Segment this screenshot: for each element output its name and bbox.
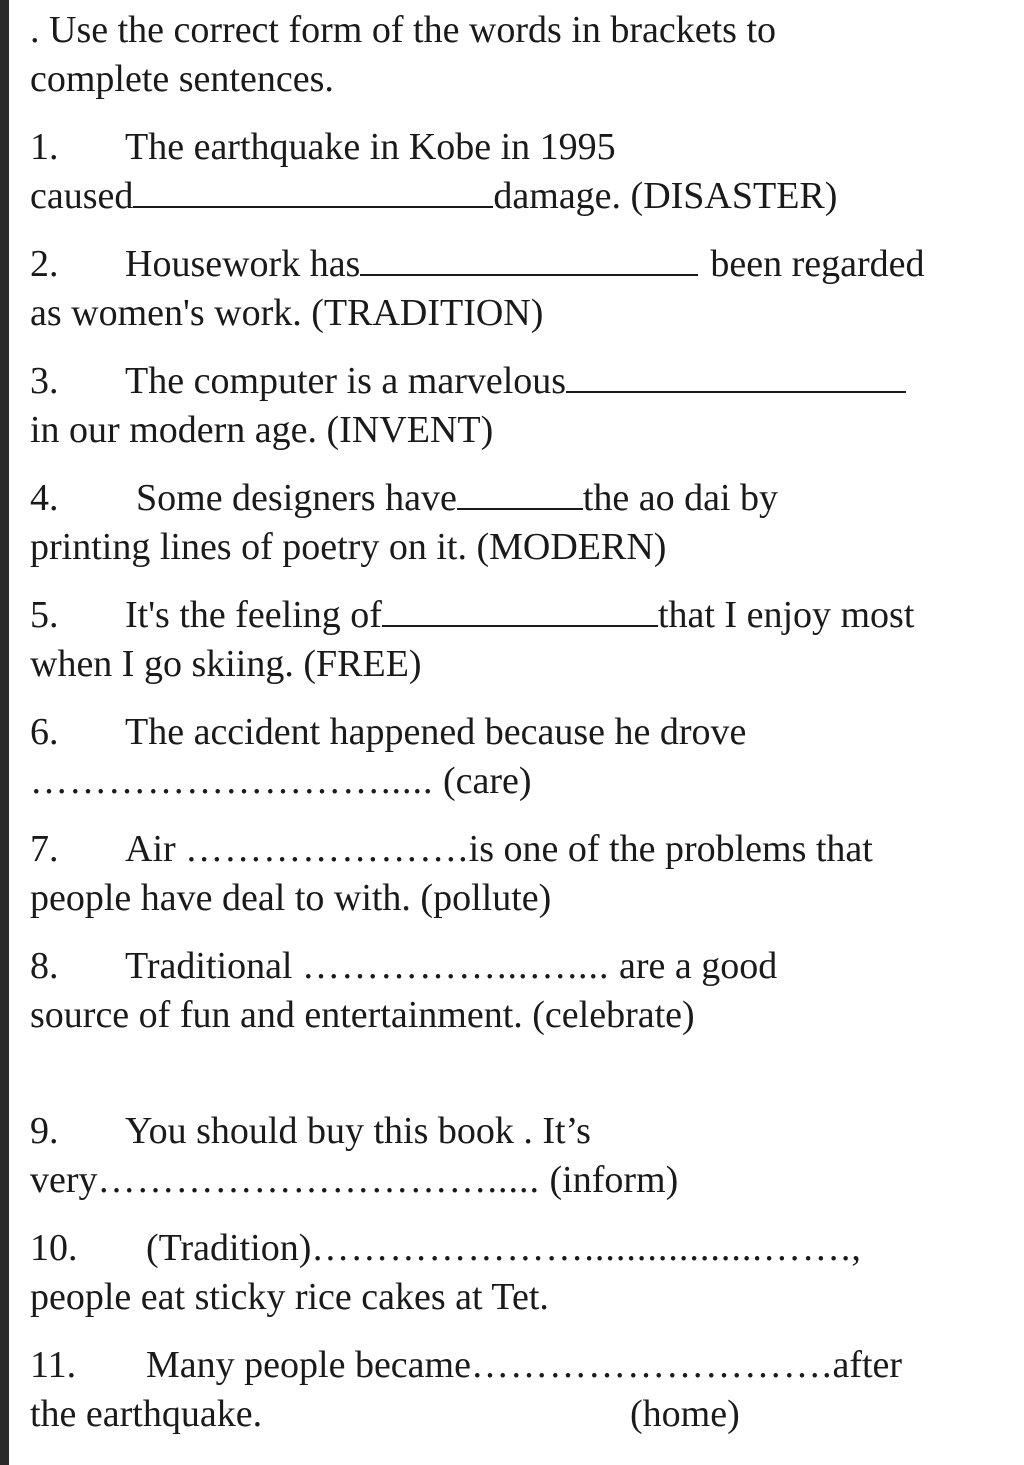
question-text: source of fun and entertainment. (celebrate) [30, 994, 695, 1036]
question-text: after [832, 1344, 903, 1386]
question-text: (care) [433, 760, 532, 802]
question-text: Some designers have [136, 477, 457, 519]
left-border-line [0, 0, 9, 1465]
question-number: 11. [30, 1344, 77, 1386]
question-text: that I enjoy most [657, 594, 915, 636]
question-number: 5. [30, 594, 59, 636]
question-6 [30, 708, 1005, 806]
question-text: people eat sticky rice cakes at Tet. [30, 1276, 549, 1318]
question-number: 9. [30, 1110, 59, 1152]
question-5 [30, 591, 1005, 689]
question-11 [30, 1341, 1005, 1439]
question-text: It's the feeling of [125, 594, 382, 636]
question-text: when I go skiing. (FREE) [30, 643, 422, 685]
instruction-line-1: . Use the correct form of the words in brackets to [30, 9, 777, 51]
question-text: in our modern age. (INVENT) [30, 409, 494, 451]
answer-blank[interactable]: ……………...….... [302, 945, 610, 987]
question-3 [30, 357, 1005, 455]
answer-blank[interactable]: ………………………..... [30, 760, 434, 802]
question-text: The computer is a marvelous [125, 360, 567, 402]
question-text: (home) [630, 1393, 740, 1435]
question-1 [30, 123, 1005, 221]
question-2 [30, 240, 1005, 338]
answer-blank[interactable]: …………………. [185, 828, 469, 870]
question-9 [30, 1107, 1005, 1205]
question-text: Air [125, 828, 186, 870]
question-text: You should buy this book . It’s [125, 1110, 591, 1152]
question-text: the earthquake. [30, 1393, 263, 1435]
question-text: caused [30, 175, 134, 217]
question-number: 6. [30, 711, 59, 753]
question-text: is one of the problems that [468, 828, 873, 870]
answer-blank[interactable] [133, 172, 493, 208]
question-text: The earthquake in Kobe in 1995 [125, 126, 616, 168]
question-8 [30, 942, 1005, 1040]
question-10 [30, 1224, 1005, 1322]
answer-blank[interactable]: …………………………..... [97, 1159, 541, 1201]
question-text: Traditional [125, 945, 302, 987]
question-number: 7. [30, 828, 59, 870]
answer-blank[interactable] [382, 591, 658, 627]
answer-blank[interactable]: ………………………. [470, 1344, 833, 1386]
answer-blank[interactable] [566, 357, 906, 393]
answer-blank[interactable] [457, 474, 583, 510]
instruction-line-2: complete sentences. [30, 58, 334, 100]
instruction-text [30, 6, 1005, 104]
question-number: 4. [30, 477, 59, 519]
question-text: the ao dai by [582, 477, 779, 519]
worksheet-content [30, 6, 1005, 1458]
question-4 [30, 474, 1005, 572]
question-number: 2. [30, 243, 59, 285]
question-text: as women's work. (TRADITION) [30, 292, 544, 334]
question-text: damage. (DISASTER) [493, 175, 838, 217]
question-text: (inform) [540, 1159, 679, 1201]
question-number: 10. [30, 1227, 78, 1269]
question-text: (Tradition) [146, 1227, 312, 1269]
question-number: 1. [30, 126, 59, 168]
question-text: people have deal to with. (pollute) [30, 877, 552, 919]
question-text: very [30, 1159, 98, 1201]
question-text: Many people became [146, 1344, 471, 1386]
question-number: 3. [30, 360, 59, 402]
question-7 [30, 825, 1005, 923]
question-number: 8. [30, 945, 59, 987]
answer-blank[interactable] [360, 240, 698, 276]
question-text: Housework has [125, 243, 361, 285]
question-text: printing lines of poetry on it. (MODERN) [30, 526, 667, 568]
question-text: been regarded [710, 243, 925, 285]
answer-blank[interactable]: ………………….................……., [311, 1227, 862, 1269]
question-text: are a good [609, 945, 778, 987]
question-text: The accident happened because he drove [125, 711, 747, 753]
